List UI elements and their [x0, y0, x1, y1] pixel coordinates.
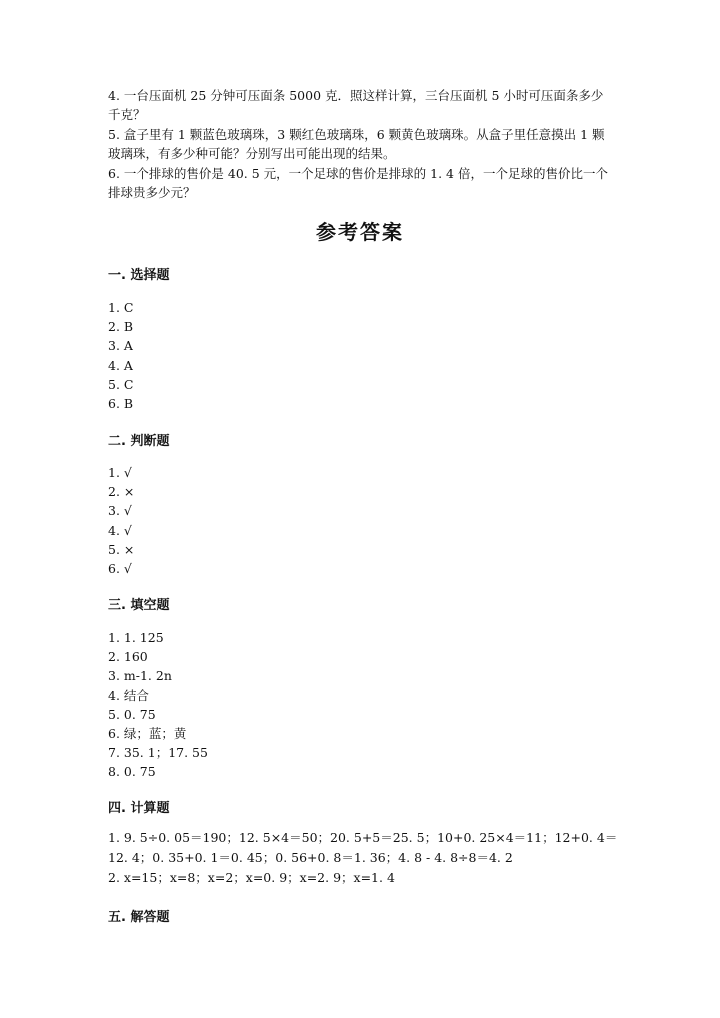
- list-item: 2. ×: [108, 484, 135, 500]
- list-item: 1. √: [108, 465, 132, 480]
- problem-5: 5. 盒子里有 1 颗蓝色玻璃珠，3 颗红色玻璃珠，6 颗黄色玻璃珠。从盒子里任意摸出 1 颗玻璃珠，有多少种可能？分别写出可能出现的结果。: [108, 126, 605, 162]
- list-item: 1. C: [108, 300, 134, 315]
- list-item: 3. m-1. 2n: [108, 668, 172, 684]
- section-heading-fill: 三. 填空题: [108, 598, 170, 613]
- calc-answer-1: 1. 9. 5÷0. 05＝190；12. 5×4＝50；20. 5+5＝25. 5；10+0. 25×4＝11；12+0. 4＝12. 4；0. 35+0. 1＝0. 45；0. 56+0. 8＝1. 36；4. 8 - 4. 8÷8＝4. 2: [108, 830, 618, 865]
- choice-answer-list: [108, 298, 133, 413]
- list-item: 5. 0. 75: [108, 706, 156, 722]
- problem-4: 4. 一台压面机 25 分钟可压面条 5000 克．照这样计算，三台压面机 5 小时可压面条多少千克？: [108, 88, 604, 123]
- list-item: 4. √: [108, 522, 132, 538]
- list-item: 3. √: [108, 503, 132, 519]
- list-item: 6. 绿；蓝；黄: [108, 726, 187, 742]
- list-item: 6. B: [108, 396, 134, 412]
- calc-answer-block: [108, 828, 618, 888]
- list-item: 2. 160: [108, 649, 148, 665]
- list-item: 4. A: [108, 357, 133, 373]
- section-heading-calc: 四. 计算题: [108, 801, 170, 816]
- section-heading-judge: 二. 判断题: [108, 434, 170, 449]
- list-item: 5. C: [108, 376, 134, 392]
- fill-answer-list: [108, 628, 208, 782]
- problem-list: [108, 86, 614, 202]
- list-item: 4. 结合: [108, 687, 149, 703]
- problem-6: 6. 一个排球的售价是 40. 5 元，一个足球的售价是排球的 1. 4 倍，一个足球的售价比一个排球贵多少元？: [108, 165, 608, 201]
- calc-answer-2: 2. x=15；x=8；x=2；x=0. 9；x=2. 9；x=1. 4: [108, 870, 395, 885]
- list-item: 2. B: [108, 319, 134, 335]
- list-item: 7. 35. 1；17. 55: [108, 745, 208, 761]
- list-item: 6. √: [108, 561, 132, 577]
- answer-key-title: 参考答案: [316, 220, 404, 244]
- list-item: 8. 0. 75: [108, 764, 156, 780]
- list-item: 1. 1. 125: [108, 630, 164, 645]
- section-heading-choice: 一. 选择题: [108, 268, 170, 283]
- list-item: 3. A: [108, 338, 133, 354]
- judge-answer-list: [108, 463, 134, 578]
- section-heading-solve: 五. 解答题: [108, 910, 170, 925]
- list-item: 5. ×: [108, 541, 135, 557]
